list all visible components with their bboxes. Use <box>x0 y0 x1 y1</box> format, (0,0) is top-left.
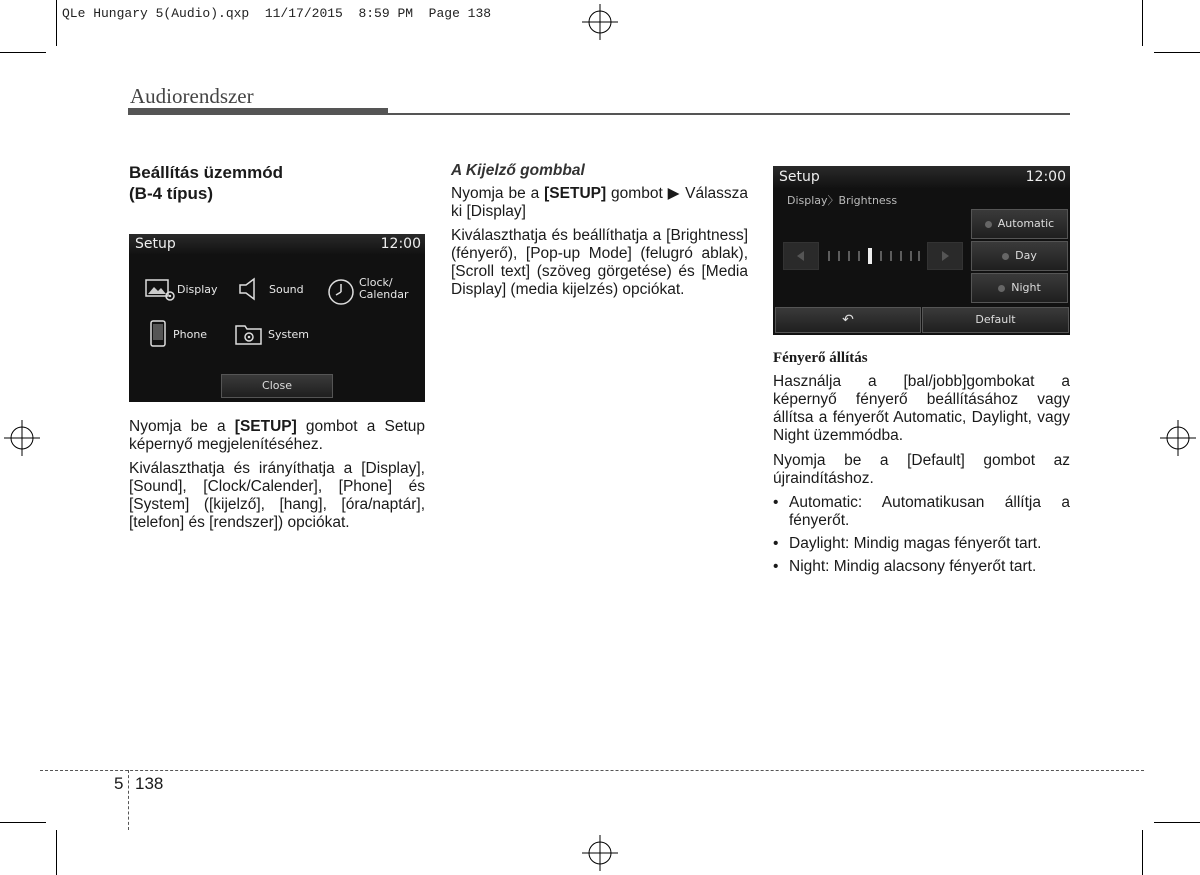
registration-mark-icon <box>582 4 618 40</box>
section-title: Audiorendszer <box>130 84 254 108</box>
brightness-increase-button[interactable] <box>927 242 963 270</box>
system-folder-icon <box>235 322 263 346</box>
menu-item-label <box>359 277 408 301</box>
screen-title: Setup <box>135 236 176 252</box>
text-run: gombot <box>606 185 668 202</box>
crop-mark <box>1142 830 1143 875</box>
crop-mark <box>0 52 46 53</box>
menu-item-label-line: Calendar <box>359 288 409 301</box>
clock-icon <box>327 278 355 306</box>
list-item: • Automatic: Automatikusan állítja a fényerőt. <box>773 494 1070 530</box>
crop-mark <box>1154 52 1200 53</box>
column1-paragraph-1 <box>129 418 425 454</box>
column3-heading: Fényerő állítás <box>773 350 868 366</box>
setup-screen <box>129 234 425 402</box>
list-item: • Night: Mindig alacsony fényerőt tart. <box>773 558 1070 576</box>
crop-mark <box>56 830 57 875</box>
screen-title: Setup <box>779 169 820 185</box>
column1-heading <box>129 162 425 204</box>
text-run: Nyomja be a <box>129 418 235 435</box>
heading-line: Beállítás üzemmód <box>129 163 283 182</box>
option-label: Automatic <box>997 217 1055 230</box>
menu-item-label-line: Clock/ <box>359 276 393 289</box>
screen-breadcrumb: Display〉Brightness <box>787 194 898 207</box>
chevron-right-icon <box>928 243 962 269</box>
option-night[interactable] <box>971 273 1068 303</box>
brightness-level-scale[interactable] <box>825 246 925 266</box>
speaker-icon <box>237 276 261 302</box>
chevron-left-icon <box>784 243 818 269</box>
text-run: Nyomja be a <box>451 185 545 202</box>
setup-key-label: [SETUP] <box>234 418 297 435</box>
column2-paragraph-1 <box>451 185 748 221</box>
menu-item-label: Display <box>177 283 218 296</box>
brightness-indicator <box>868 248 872 264</box>
back-button[interactable]: ↶ <box>775 307 921 333</box>
header-rule-accent <box>128 108 388 115</box>
phone-icon <box>149 320 169 348</box>
menu-item-phone[interactable] <box>149 320 235 348</box>
column2-paragraph-2: Kiválaszthatja és beállíthatja a [Brightness] (fényerő), [Pop-up Mode] (felugró ablak), [Scroll text] (szöveg görgetése) és [Media Display] (media kijelzés) opciókat. <box>451 227 748 298</box>
menu-item-label: System <box>268 328 310 341</box>
screen-clock: 12:00 <box>380 236 421 252</box>
list-item: • Daylight: Mindig magas fényerőt tart. <box>773 535 1070 553</box>
registration-mark-icon <box>4 420 40 456</box>
menu-item-clock-calendar[interactable] <box>327 276 423 306</box>
menu-item-system[interactable] <box>235 320 331 348</box>
footer-divider <box>128 770 129 830</box>
text-run: gombot a Setup képernyő megjelenítéséhez. <box>129 418 425 453</box>
chapter-number: 5 <box>114 774 124 793</box>
option-automatic[interactable] <box>971 209 1068 239</box>
arrow-right-icon: ▶ <box>667 185 681 202</box>
column3-paragraph-2: Nyomja be a [Default] gombot az újraindításhoz. <box>773 452 1070 487</box>
setup-key-label: [SETUP] <box>544 185 607 202</box>
option-label: Day <box>1015 249 1037 262</box>
option-label: Night <box>1011 281 1041 294</box>
menu-item-sound[interactable] <box>237 276 317 302</box>
registration-mark-icon <box>1160 420 1196 456</box>
brightness-mode-list <box>773 494 1070 581</box>
display-icon <box>145 278 177 302</box>
crop-mark <box>56 0 57 46</box>
crop-mark <box>1154 822 1200 823</box>
menu-item-label: Sound <box>269 283 304 296</box>
radio-indicator-icon <box>998 285 1005 292</box>
column1-paragraph-2: Kiválaszthatja és irányíthatja a [Display], [Sound], [Clock/Calender], [Phone] és [System] ([kijelző], [hang], [óra/naptár], [telefon] és [rendszer]) opciókat. <box>129 460 425 531</box>
brightness-decrease-button[interactable] <box>783 242 819 270</box>
menu-item-display[interactable] <box>145 278 231 302</box>
menu-item-label: Phone <box>173 328 208 341</box>
column3-paragraph-1: Használja a [bal/jobb]gombokat a képernyő fényerő beállításához vagy állítsa a fényerőt Automatic, Daylight, vagy Night üzemmódba. <box>773 373 1070 444</box>
option-day[interactable] <box>971 241 1068 271</box>
print-slug: QLe Hungary 5(Audio).qxp 11/17/2015 8:59 PM Page 138 <box>62 6 492 21</box>
radio-indicator-icon <box>985 221 992 228</box>
close-button[interactable]: Close <box>221 374 333 398</box>
default-button[interactable]: Default <box>922 307 1069 333</box>
column2-subheading: A Kijelző gombbal <box>451 162 585 179</box>
crop-mark <box>1142 0 1143 46</box>
radio-indicator-icon <box>1002 253 1009 260</box>
brightness-screen <box>773 166 1070 335</box>
page-number: 138 <box>135 774 164 793</box>
heading-line: (B-4 típus) <box>129 184 214 203</box>
crop-mark <box>0 822 46 823</box>
registration-mark-icon <box>582 835 618 871</box>
screen-clock: 12:00 <box>1025 169 1066 185</box>
footer-rule <box>40 770 1144 771</box>
text-run: Válassza ki [Display] <box>451 185 749 220</box>
